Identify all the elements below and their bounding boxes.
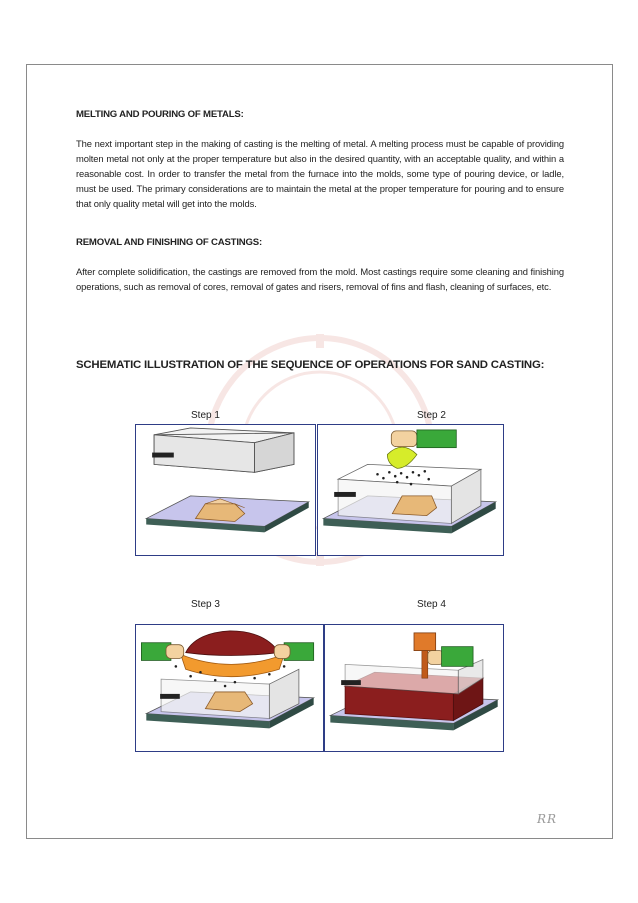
author-signature: RR [537,812,558,826]
step-4-label: Step 4 [417,599,446,610]
step-2-label: Step 2 [417,410,446,421]
step-4-illustration [324,624,504,752]
section-body-melting: The next important step in the making of casting is the melting of metal. A melting process must be capable of providing molten metal not only at the proper temperature but also in the desired quantity, with an acceptable quality, and within a reasonable cost. In order to transfer the metal from the furnace into the molds, some type of pouring device, or ladle, must be used. The primary considerations are to maintain the metal at the proper temperature for pouring and to ensure that only quality metal will get into the molds. [76,138,564,209]
illustration-title: SCHEMATIC ILLUSTRATION OF THE SEQUENCE OF OPERATIONS FOR SAND CASTING: [76,359,545,371]
step-1-label: Step 1 [191,410,220,421]
step-2-illustration [317,424,504,556]
section-body-removal: After complete solidification, the castings are removed from the mold. Most castings require some cleaning and finishing operations, such as removal of cores, removal of gates and risers, removal of fins and flash, cleaning of surfaces, etc. [76,266,564,292]
step-1-illustration [135,424,316,556]
step-3-label: Step 3 [191,599,220,610]
section-heading-melting: MELTING AND POURING OF METALS: [76,109,244,120]
section-heading-removal: REMOVAL AND FINISHING OF CASTINGS: [76,237,262,248]
step-3-illustration [135,624,324,752]
